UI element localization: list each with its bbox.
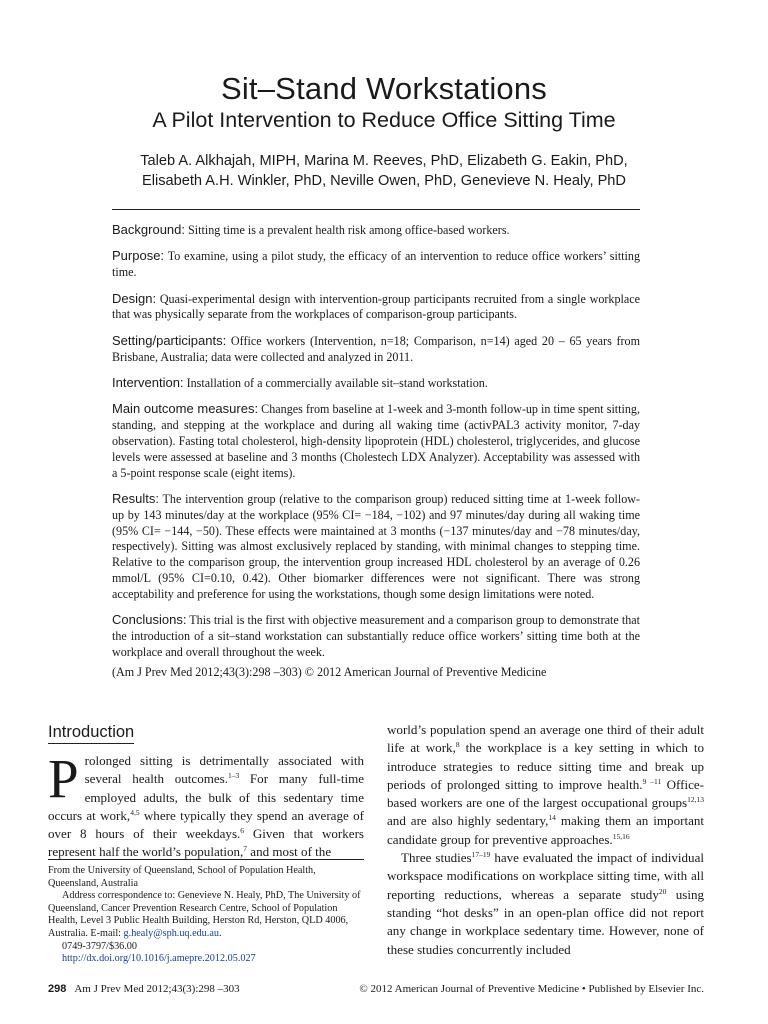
body-text: Office-based workers are one of the largest occupational groups (387, 776, 704, 811)
abstract-text: Quasi-experimental design with intervention-group participants recruited from a single workplace that was physically separate from the workplaces of comparison-group participants. (112, 291, 640, 322)
page-footer (48, 983, 704, 995)
reference-link[interactable]: 1–3 (228, 771, 240, 781)
body-text: using standing “hot desks” in an open-plan office did not report any change in workplace sedentary time. However, none of these studies concurrently included (387, 886, 704, 957)
reference-link[interactable]: 8 (455, 740, 460, 750)
abstract-text: Changes from baseline at 1-week and 3-month follow-up in time spent sitting, standing, and stepping at the workplace and during all waking time (activPAL3 activity monitor, 7-day observation). Fasting total cholesterol, high-density lipoprotein (HDL) cholesterol, triglycerides, and glucose levels were assessed at baseline and 3 months (Cholestech LDX Analyzer). Acceptability was assessed with a 5-point response scale (eight items). (112, 402, 640, 480)
abstract-design (112, 291, 640, 324)
footnotes (48, 865, 364, 966)
body-text: rolonged sitting is detrimentally associated with several health outcomes. (84, 753, 364, 787)
body-text: the workplace is a key setting in which to introduce strategies to reduce sitting time and break up periods of prolonged sitting to improve health. (387, 740, 704, 792)
author-line-2: Elisabeth A.H. Winkler, PhD, Neville Owen, PhD, Genevieve N. Healy, PhD (142, 173, 626, 189)
author-line-1: Taleb A. Alkhajah, MIPH, Marina M. Reeves, PhD, Elizabeth G. Eakin, PhD, (140, 153, 628, 169)
footnote-text: Address correspondence to: Genevieve N. Healy, PhD, The University of Queensland, Cancer Prevention Research Centre, School of Population Health, Level 3 Public Health Building, Herston Rd, Herston, QLD 4006, Australia. E-mail: (48, 890, 361, 939)
abstract-label: Intervention: (112, 374, 184, 390)
article-title: Sit–Stand Workstations (220, 71, 548, 106)
body-text: and most of the (247, 844, 332, 860)
abstract-text: Installation of a commercially available sit–stand workstation. (186, 375, 488, 390)
left-column (48, 723, 364, 862)
body-text: making them an important candidate group for preventive approaches. (387, 813, 705, 847)
body-text: have evaluated the impact of individual workspace modifications on workplace sitting time, with all reporting reductions, whereas a separate study (387, 850, 704, 902)
abstract-top-rule (112, 209, 640, 210)
abstract-label: Conclusions: (112, 612, 187, 628)
doi-link[interactable]: http://dx.doi.org/10.1016/j.amepre.2012.05.027 (62, 953, 256, 965)
author-list (100, 151, 668, 191)
abstract-label: Purpose: (112, 248, 165, 264)
right-column (387, 721, 704, 959)
footnote-affiliation: From the University of Queensland, School of Population Health, Queensland, Australia (48, 865, 316, 889)
reference-link[interactable]: 4,5 (130, 807, 140, 817)
body-text: Given that workers represent half the world’s population, (48, 826, 364, 860)
abstract-citation: (Am J Prev Med 2012;43(3):298 –303) © 2012 American Journal of Preventive Medicine (112, 665, 547, 680)
reference-link[interactable]: 14 (548, 813, 556, 823)
reference-link[interactable]: 15,16 (612, 831, 630, 841)
reference-link[interactable]: 12,13 (687, 795, 704, 805)
footnote-rule (48, 859, 364, 860)
reference-link[interactable]: 17–19 (471, 850, 491, 860)
abstract-label: Main outcome measures: (112, 401, 259, 417)
abstract-text: Office workers (Intervention, n=18; Comparison, n=14) aged 20 – 65 years from Brisbane, Australia; data were collected and analyzed in 2011. (112, 333, 640, 364)
footer-copyright: © 2012 American Journal of Preventive Medicine • Published by Elsevier Inc. (359, 983, 704, 995)
abstract-results (112, 491, 640, 603)
page-number: 298 (48, 983, 67, 995)
reference-link[interactable]: 6 (240, 826, 245, 836)
body-text: For many full-time employed adults, the bulk of this sedentary time occurs at work, (48, 771, 365, 823)
abstract-label: Setting/participants: (112, 332, 227, 348)
intro-paragraph-2 (387, 849, 704, 959)
abstract (112, 222, 640, 681)
footnote-text: . (218, 927, 222, 939)
abstract-purpose (112, 248, 640, 281)
article-subtitle: A Pilot Intervention to Reduce Office Sitting Time (152, 108, 616, 132)
abstract-conclusions (112, 612, 640, 660)
abstract-intervention (112, 375, 640, 392)
abstract-text: To examine, using a pilot study, the efficacy of an intervention to reduce office workers’ sitting time. (112, 249, 640, 280)
body-text: where typically they spend an average of over 8 hours of their weekdays. (48, 807, 364, 842)
abstract-outcomes (112, 401, 640, 481)
footnote-correspondence (48, 890, 364, 940)
reference-link[interactable]: 9 –11 (642, 776, 662, 786)
abstract-label: Results: (112, 490, 159, 506)
abstract-background (112, 222, 640, 239)
reference-link[interactable]: 20 (658, 886, 667, 896)
intro-paragraph-continued (387, 721, 704, 849)
abstract-text: The intervention group (relative to the comparison group) reduced sitting time at 1-week follow-up by 143 minutes/day at the workplace (95% CI= −184, −102) and 97 minutes/day during all waking time (95% CI= −144, −50). These effects were maintained at 3 months (−137 minutes/day and −78 minutes/day, respectively). Sitting was almost exclusively replaced by standing, with minimal changes to stepping time. Relative to the comparison group, the intervention group increased HDL cholesterol by an average of 0.26 mmol/L (95% CI=0.10, 0.42). Other biomarker differences were not significant. There was strong acceptability and preference for using the workstations, though some design limitations were noted. (112, 491, 640, 601)
body-text: world’s population spend an average one third of their adult life at work, (387, 722, 704, 756)
section-heading-introduction: Introduction (48, 723, 134, 744)
body-text: Three studies (401, 850, 472, 866)
journal-reference: Am J Prev Med 2012;43(3):298 –303 (74, 983, 240, 995)
footnote-issn: 0749-3797/$36.00 (62, 940, 137, 952)
abstract-label: Background: (112, 222, 185, 237)
abstract-text: This trial is the first with objective measurement and a comparison group to demonstrate that the introduction of a sit–stand workstation can substantially reduce office workers’ sitting time both at the workplace and overall throughout the week. (112, 613, 640, 659)
abstract-text: Sitting time is a prevalent health risk among office-based workers. (188, 223, 510, 237)
drop-cap: P (48, 748, 79, 809)
email-link[interactable]: g.healy@sph.uq.edu.au (123, 927, 219, 939)
reference-link[interactable]: 7 (243, 844, 248, 854)
abstract-label: Design: (112, 290, 157, 306)
body-text: and are also highly sedentary, (387, 813, 549, 829)
intro-paragraph-1 (48, 748, 365, 862)
abstract-setting (112, 333, 640, 366)
